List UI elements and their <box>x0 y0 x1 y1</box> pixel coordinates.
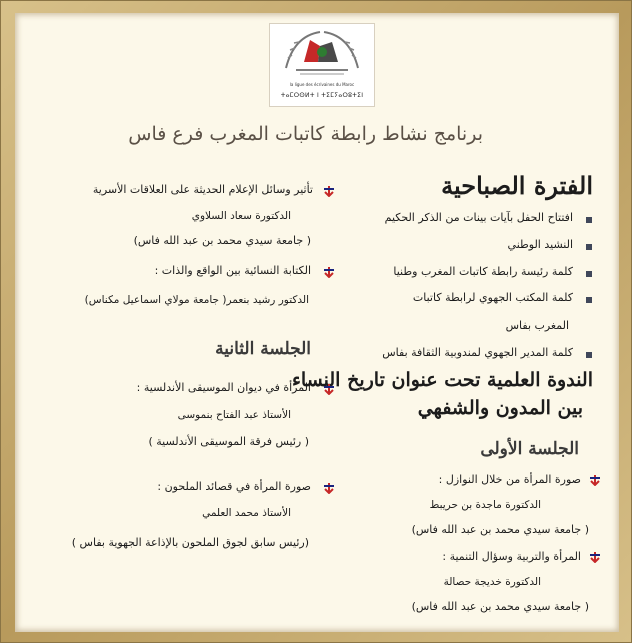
session2-speaker: الأستاذ عبد الفتاح بنموسى <box>177 409 291 421</box>
arrow-bullet-icon <box>323 482 335 494</box>
league-logo <box>269 23 375 107</box>
morning-heading: الفترة الصباحية <box>441 171 593 200</box>
logo-caption-tifinagh: ⵜⴰⵎⵔⵙⵍⵜ ⵏ ⵜⵉⵎⵢⴰⵔⵓⵜⵉⵏ <box>280 92 364 99</box>
session1-speaker: الدكتورة ماجدة بن حريبط <box>429 499 541 511</box>
session2-affiliation: ( رئيس فرقة الموسيقى الأندلسية ) <box>148 435 309 448</box>
session2-talk-title: تأثير وسائل الإعلام الحديثة على العلاقات الأسرية <box>92 183 313 196</box>
morning-item: كلمة رئيسة رابطة كاتبات المغرب وطنيا <box>393 265 573 278</box>
page-title: برنامج نشاط رابطة كاتبات المغرب فرع فاس <box>128 123 483 145</box>
session1-affiliation: ( جامعة سيدي محمد بن عبد الله فاس) <box>411 523 589 536</box>
arrow-bullet-icon <box>323 383 335 395</box>
session2-speaker: الأستاذ محمد العلمي <box>202 507 291 519</box>
session2-talk-title: المرأة في ديوان الموسيقى الأندلسية : <box>136 381 311 394</box>
session2-speaker: الدكتورة سعاد السلاوي <box>191 210 291 222</box>
bullet-icon <box>586 244 592 250</box>
arrow-bullet-icon <box>323 185 335 197</box>
arrow-bullet-icon <box>589 474 601 486</box>
session2-speaker: الدكتور رشيد بنعمر( جامعة مولاي اسماعيل مكناس) <box>84 294 309 306</box>
bullet-icon <box>586 352 592 358</box>
session2-heading: الجلسة الثانية <box>215 339 311 359</box>
morning-item: افتتاح الحفل بآيات بينات من الذكر الحكيم <box>384 211 573 224</box>
session2-talk-title: الكتابة النسائية بين الواقع والذات : <box>154 264 311 277</box>
session1-talk-title: المرأة والتربية وسؤال التنمية : <box>442 550 581 563</box>
emblem-icon <box>280 28 364 80</box>
session1-speaker: الدكتورة خديجة حصالة <box>443 576 541 588</box>
morning-item-continuation: المغرب بفاس <box>505 319 569 332</box>
session2-affiliation: (رئيس سابق لجوق الملحون بالإذاعة الجهوية بفاس ) <box>71 536 309 549</box>
session1-heading: الجلسة الأولى <box>480 439 579 459</box>
session2-talk-title: صورة المرأة في قصائد الملحون : <box>157 480 311 493</box>
morning-item: كلمة المكتب الجهوي لرابطة كاتبات <box>412 291 573 304</box>
bullet-icon <box>586 297 592 303</box>
session2-affiliation: ( جامعة سيدي محمد بن عبد الله فاس) <box>133 234 311 247</box>
morning-item: كلمة المدير الجهوي لمندوبية الثقافة بفاس <box>382 346 573 359</box>
logo-caption-latin: la ligue des écrivaines du Maroc <box>289 82 355 87</box>
session1-affiliation: ( جامعة سيدي محمد بن عبد الله فاس) <box>411 600 589 613</box>
symposium-title-line1: الندوة العلمية تحت عنوان تاريخ النساء <box>291 369 593 391</box>
bullet-icon <box>586 217 592 223</box>
symposium-title-line2: بين المدون والشفهي <box>417 397 583 419</box>
morning-item: النشيد الوطني <box>507 238 573 251</box>
session1-talk-title: صورة المرأة من خلال النوازل : <box>438 473 581 486</box>
arrow-bullet-icon <box>589 551 601 563</box>
arrow-bullet-icon <box>323 266 335 278</box>
bullet-icon <box>586 271 592 277</box>
